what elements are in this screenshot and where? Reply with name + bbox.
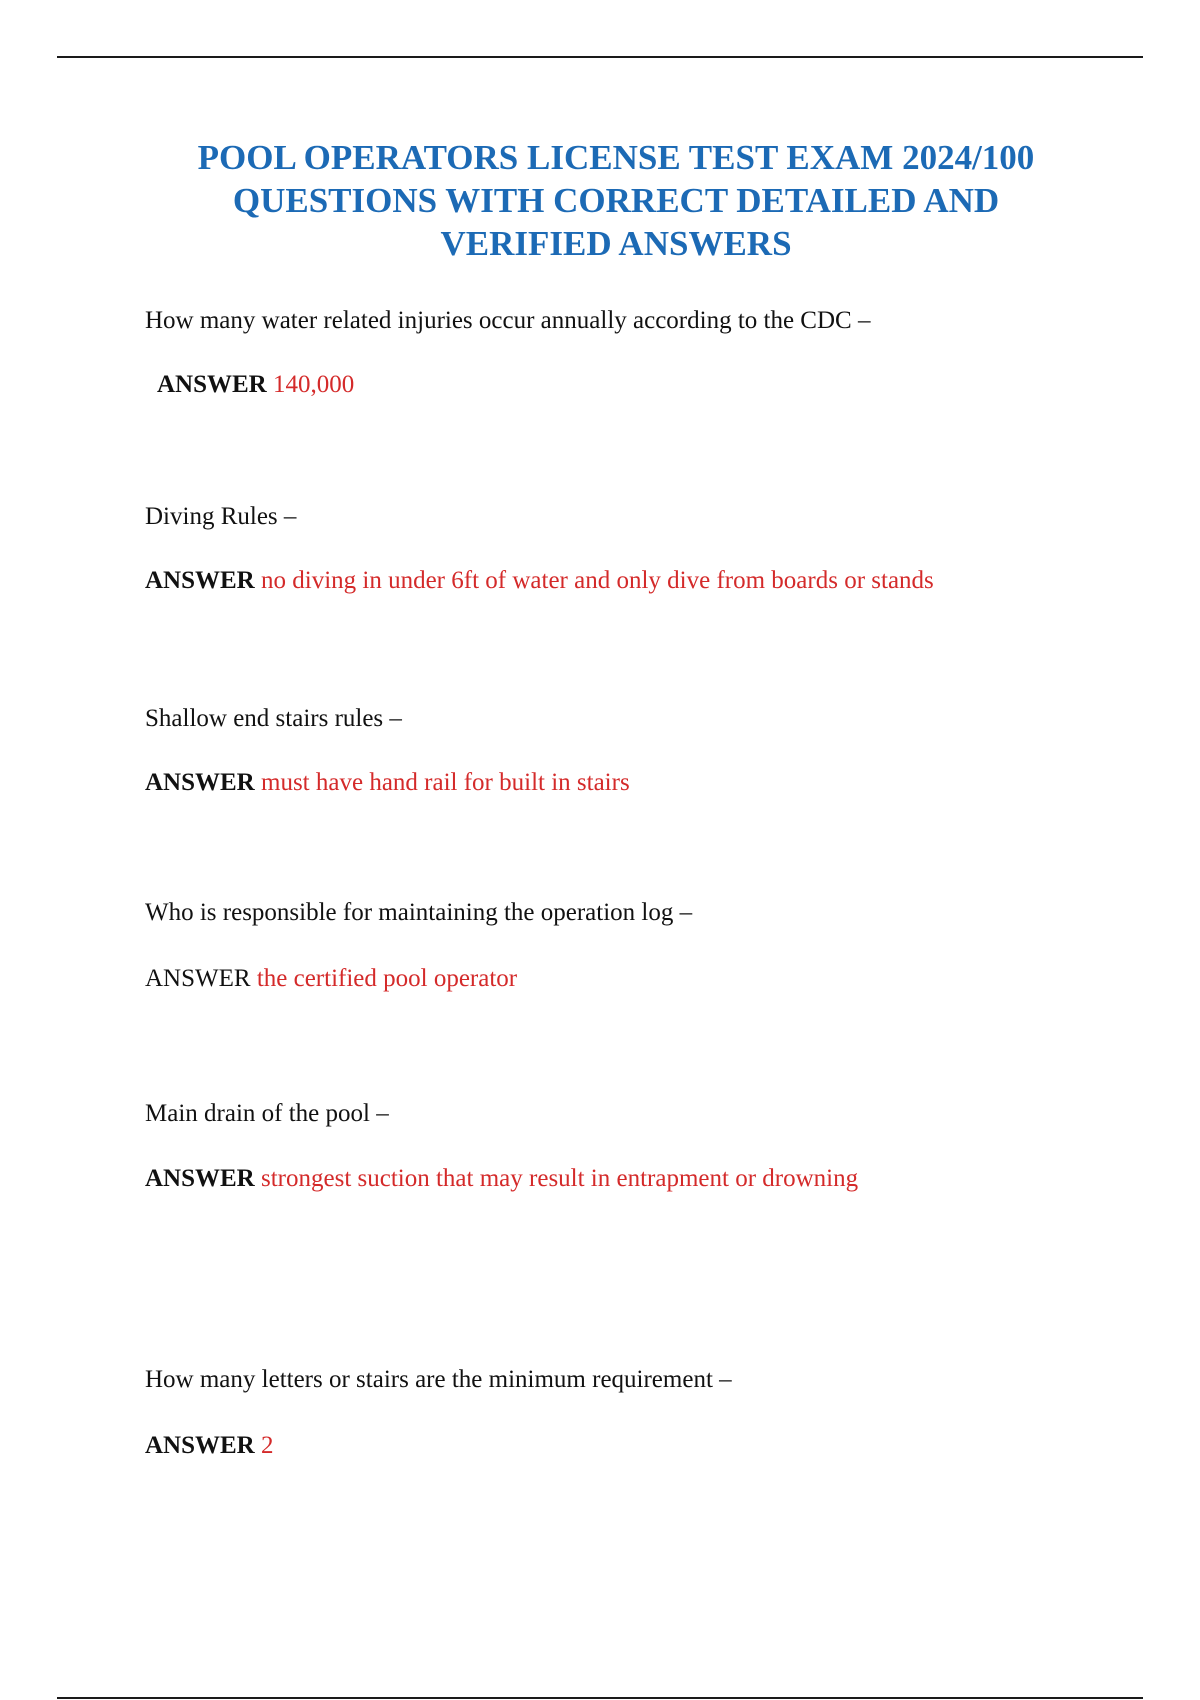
footer-rule xyxy=(57,1697,1143,1699)
answer-label: ANSWER xyxy=(145,769,255,796)
answer-6 xyxy=(145,1431,274,1461)
answer-1 xyxy=(157,370,354,400)
answer-label: ANSWER xyxy=(145,965,251,992)
title-line-1: POOL OPERATORS LICENSE TEST EXAM 2024/100 xyxy=(197,138,1035,177)
answer-2 xyxy=(145,566,934,596)
question-2: Diving Rules – xyxy=(145,503,297,530)
answer-value: 2 xyxy=(261,1432,274,1459)
title-line-3: VERIFIED ANSWERS xyxy=(440,224,792,263)
answer-4 xyxy=(145,964,517,994)
answer-label: ANSWER xyxy=(145,567,255,594)
document-title xyxy=(100,136,1132,265)
answer-label: ANSWER xyxy=(145,1165,255,1192)
answer-label: ANSWER xyxy=(157,371,267,398)
question-1: How many water related injuries occur annually according to the CDC – xyxy=(145,307,871,334)
answer-value: no diving in under 6ft of water and only dive from boards or stands xyxy=(261,567,934,594)
answer-3 xyxy=(145,768,630,798)
answer-label: ANSWER xyxy=(145,1432,255,1459)
question-6: How many letters or stairs are the minimum requirement – xyxy=(145,1366,732,1393)
question-5: Main drain of the pool – xyxy=(145,1100,389,1127)
answer-value: 140,000 xyxy=(273,371,355,398)
answer-value: the certified pool operator xyxy=(256,965,518,992)
question-3: Shallow end stairs rules – xyxy=(145,705,402,732)
answer-value: strongest suction that may result in entrapment or drowning xyxy=(261,1165,859,1192)
title-line-2: QUESTIONS WITH CORRECT DETAILED AND xyxy=(232,181,1000,220)
question-4: Who is responsible for maintaining the operation log – xyxy=(145,899,693,926)
answer-value: must have hand rail for built in stairs xyxy=(261,769,630,796)
header-rule xyxy=(57,56,1143,58)
answer-5 xyxy=(145,1164,858,1194)
